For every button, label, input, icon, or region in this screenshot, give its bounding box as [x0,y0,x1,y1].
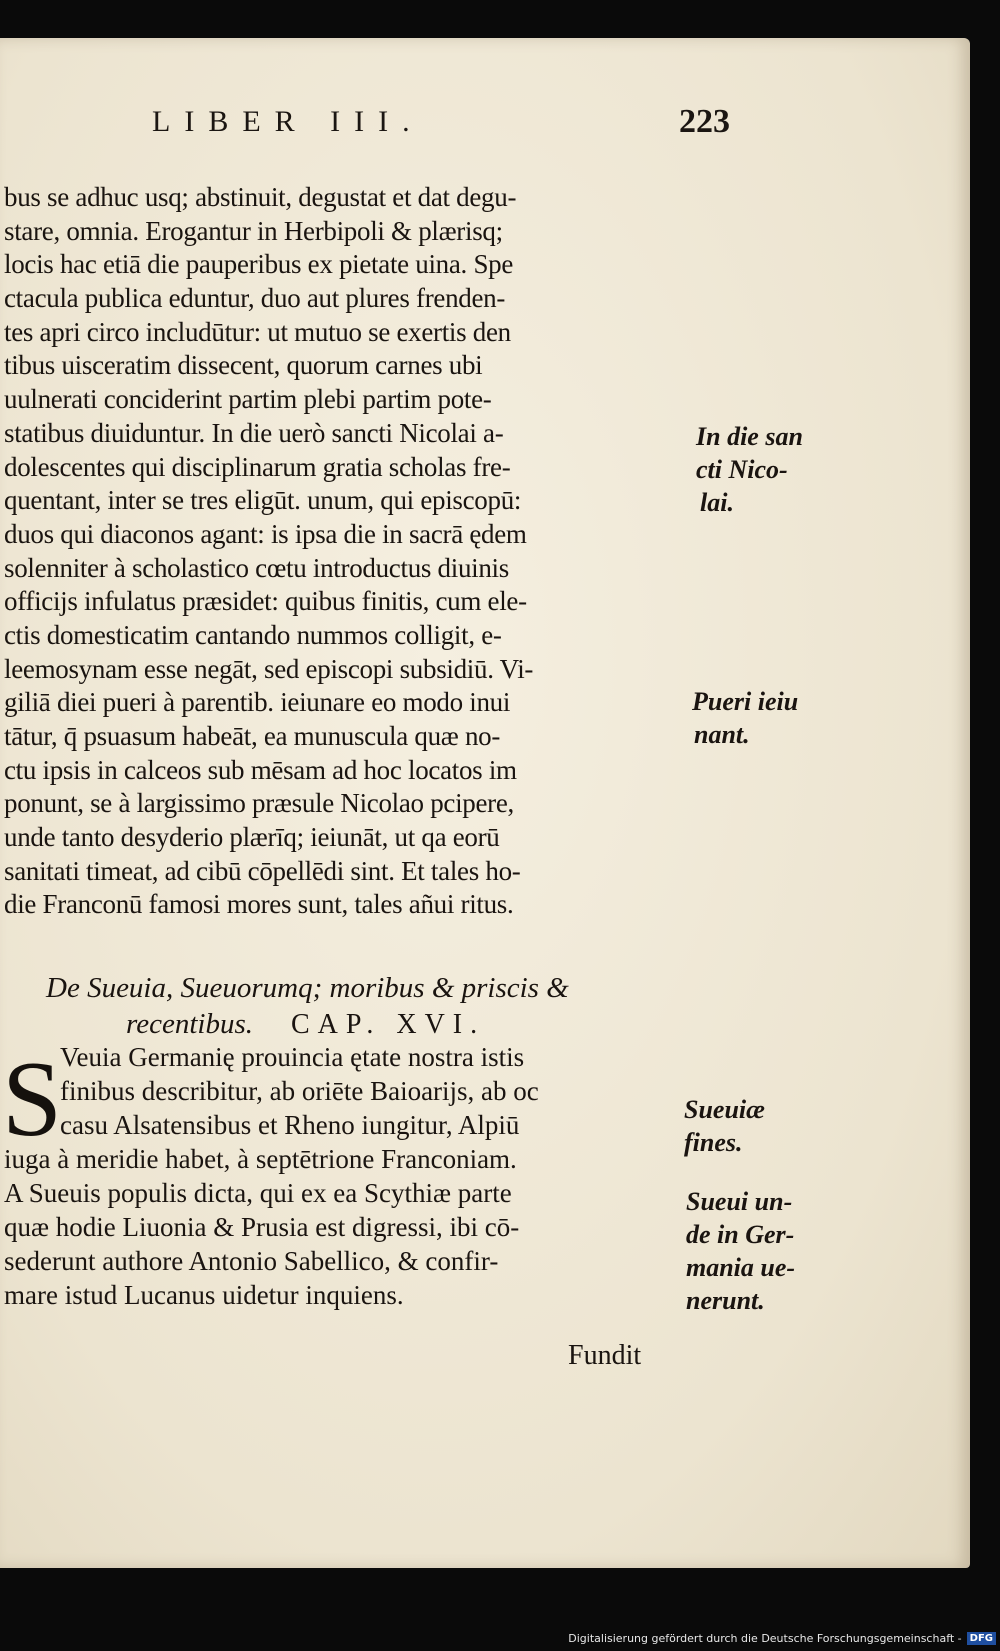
text-line: sederunt authore Antonio Sabellico, & confir- [4,1246,499,1276]
margin-note-line: Pueri ieiu [692,687,799,716]
text-line: finibus describitur, ab oriēte Baioarijs, ab oc [60,1076,539,1106]
text-line: solenniter à scholastico cœtu introductus diuinis [4,552,509,583]
text-line: sanitati timeat, ad cibū cōpellēdi sint. Et tales ho- [4,855,521,886]
text-line: ctis domesticatim cantando nummos colligit, e- [4,619,502,650]
text-line: quæ hodie Liuonia & Prusia est digressi, ibi cō- [4,1212,520,1242]
page-header [0,105,730,155]
margin-note-saint-nicholas [696,420,803,519]
margin-note-line: Sueui un- [686,1187,793,1216]
margin-note-line: nerunt. [686,1286,765,1315]
text-line: statibus diuiduntur. In die uerò sancti Nicolai a- [4,417,504,448]
text-line: tes apri circo includūtur: ut mutuo se exertis den [4,316,511,347]
catchword: Fundit [568,1340,642,1371]
text-line: die Franconū famosi mores sunt, tales añui ritus. [4,889,514,920]
text-line: iuga à meridie habet, à septētrione Franconiam. [4,1144,517,1174]
text-line: tātur, q̄ psuasum habeāt, ea munuscula quæ no- [4,721,501,751]
text-line: tibus uisceratim dissecent, quorum carnes ubi [4,350,483,381]
text-line: A Sueuis populis dicta, qui ex ea Scythiæ parte [4,1178,512,1208]
text-line: Veuia Germanię prouincia ętate nostra istis [60,1042,525,1072]
text-line: bus se adhuc usq; abstinuit, degustat et dat degu- [4,182,517,212]
margin-note-line: Sueuiæ [684,1095,765,1124]
text-line: dolescentes qui disciplinarum gratia scholas fre- [4,451,511,482]
chapter-number: CAP. XVI. [290,1009,486,1040]
body-text [4,181,694,922]
chapter-heading-recentibus: recentibus. [126,1008,253,1040]
margin-note-line: lai. [700,488,734,517]
text-line: ponunt, se à largissimo præsule Nicolao pcipere, [4,788,514,819]
margin-note-line: fines. [684,1128,743,1157]
digitization-footer [568,1628,996,1648]
margin-note-sueui-unde [686,1185,795,1317]
text-line: giliā diei pueri à parentib. ieiunare eo modo inui [4,687,511,718]
margin-note-line: de in Ger- [686,1220,795,1249]
text-line: stare, omnia. Erogantur in Herbipoli & plærisq; [4,215,503,246]
margin-note-line: cti Nico- [696,455,788,484]
chapter-heading [46,970,569,1042]
text-line: duos qui diaconos agant: is ipsa die in sacrā ędem [4,518,527,549]
margin-note-line: nant. [694,720,750,749]
margin-note-sueuiae-fines [684,1093,765,1159]
text-line: officijs infulatus præsidet: quibus finitis, cum ele- [4,586,527,617]
text-line: uulnerati conciderint partim plebi partim pote- [4,384,492,415]
chapter-text [4,1040,694,1312]
drop-capital: S [2,1040,63,1159]
running-head: LIBER III. [152,105,424,138]
text-line: ctu ipsis in calceos sub mēsam ad hoc locatos im [4,754,517,785]
margin-note-line: mania ue- [686,1253,796,1282]
text-line: casu Alsatensibus et Rheno iungitur, Alpiū [60,1110,520,1140]
footer-credit-text: Digitalisierung gefördert durch die Deutsche Forschungsgemeinschaft - [568,1631,962,1645]
text-line: mare istud Lucanus uidetur inquiens. [4,1280,404,1310]
text-line: unde tanto desyderio plærīq; ieiunāt, ut qa eorū [4,822,500,853]
folio-number: 223 [679,103,730,140]
text-line: quentant, inter se tres eligūt. unum, qui episcopū: [4,485,522,516]
text-line: leemosynam esse negāt, sed episcopi subsidiū. Vi- [4,653,534,684]
chapter-heading-line1: De Sueuia, Sueuorumq; moribus & priscis & [46,972,569,1004]
text-line: locis hac etiā die pauperibus ex pietate uina. Spe [4,249,514,280]
margin-note-pueri [692,685,798,751]
dfg-logo-icon: DFG [967,1632,996,1645]
text-line: ctacula publica eduntur, duo aut plures frenden- [4,283,506,314]
chapter-heading-line2 [46,1006,569,1042]
margin-note-line: In die san [696,422,803,451]
